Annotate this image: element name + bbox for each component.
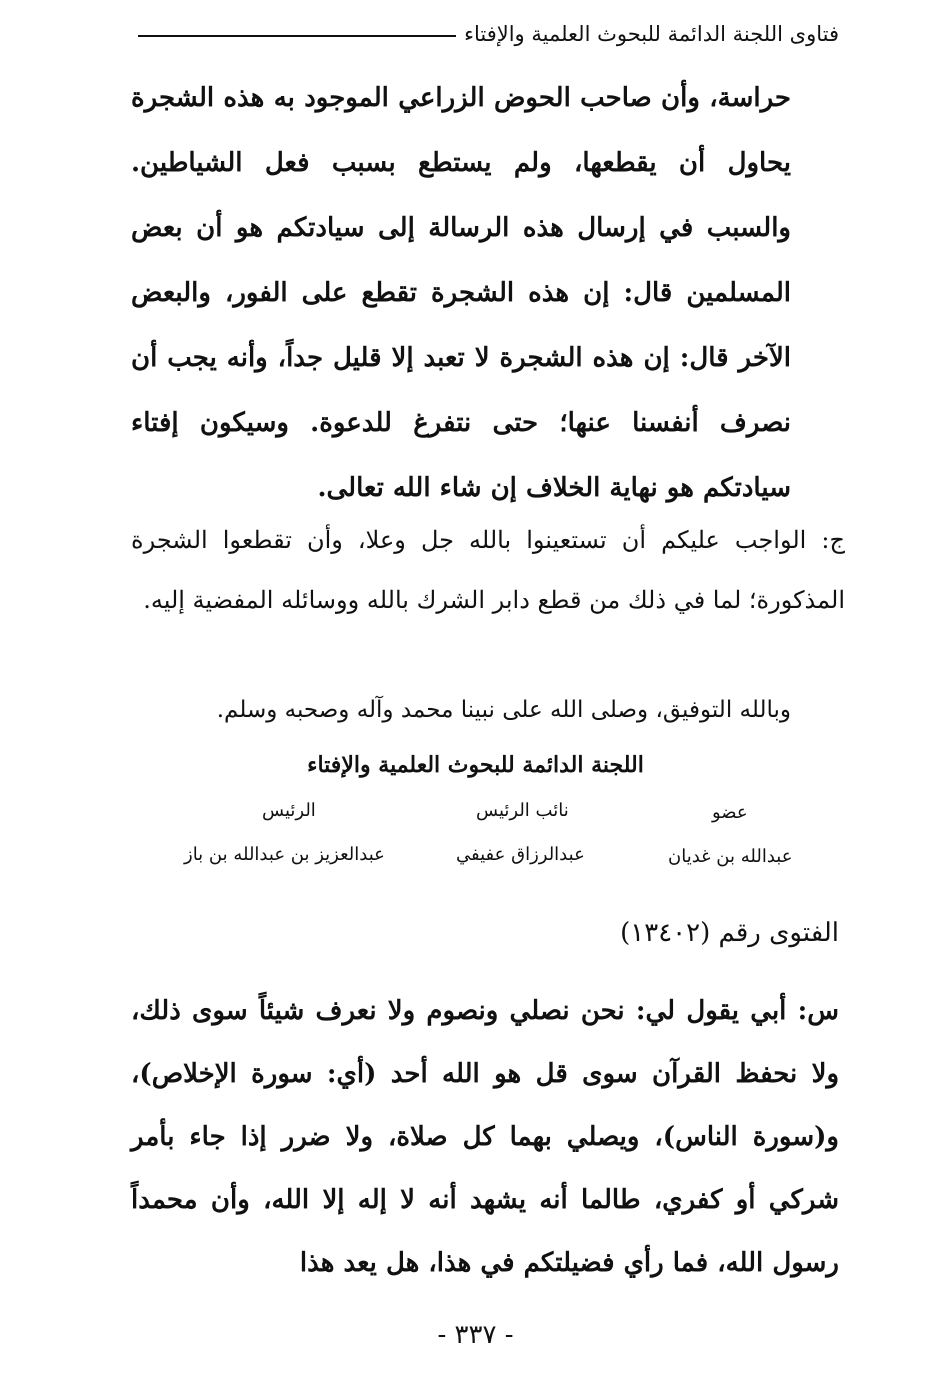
- question-2-text: س: أبي يقول لي: نحن نصلي ونصوم ولا نعرف شيئاً سوى ذلك، ولا نحفظ القرآن سوى قل هو الله أحد (أي: سورة الإخلاص)، و(سورة الناس)، ويصلي بهما كل صلاة، ولا ضرر إذا جاء بأمر شركي أو كفري، طالما أنه يشهد أنه لا إله إلا الله، وأن محمداً رسول الله، فما رأي فضيلتكم في هذا، هل يعد هذا: [131, 996, 839, 1278]
- signatory-name-member: عبدالله بن غديان: [668, 846, 793, 867]
- signatory-name-president: عبدالعزيز بن عبدالله بن باز: [184, 844, 385, 865]
- closing-line: وبالله التوفيق، وصلى الله على نبينا محمد وآله وصحبه وسلم.: [216, 697, 791, 723]
- answer-1-text: ج: الواجب عليكم أن تستعينوا بالله جل وعلا، وأن تقطعوا الشجرة المذكورة؛ لما في ذلك من قطع دابر الشرك بالله ووسائله المفضية إليه.: [131, 526, 845, 614]
- signatory-role-president: الرئيس: [262, 800, 316, 821]
- running-header: [138, 22, 839, 46]
- page-number: - ٣٣٧ -: [437, 1320, 514, 1350]
- header-rule: [138, 35, 456, 37]
- question-1-text: حراسة، وأن صاحب الحوض الزراعي الموجود به هذه الشجرة يحاول أن يقطعها، ولم يستطع بسبب فعل الشياطين. والسبب في إرسال هذه الرسالة إلى سيادتكم هو أن بعض المسلمين قال: إن هذه الشجرة تقطع على الفور، والبعض الآخر قال: إن هذه الشجرة لا تعبد إلا قليل جداً، وأنه يجب أن نصرف أنفسنا عنها؛ حتى نتفرغ للدعوة. وسيكون إفتاء سيادتكم هو نهاية الخلاف إن شاء الله تعالى.: [131, 83, 791, 503]
- committee-name: اللجنة الدائمة للبحوث العلمية والإفتاء: [307, 752, 644, 778]
- signatory-role-vice-president: نائب الرئيس: [476, 800, 569, 821]
- fatwa-number: الفتوى رقم (١٣٤٠٢): [620, 918, 839, 948]
- running-title: فتاوى اللجنة الدائمة للبحوث العلمية والإفتاء: [464, 22, 839, 46]
- signatory-name-vice-president: عبدالرزاق عفيفي: [456, 844, 585, 865]
- signatory-role-member: عضو: [712, 802, 748, 823]
